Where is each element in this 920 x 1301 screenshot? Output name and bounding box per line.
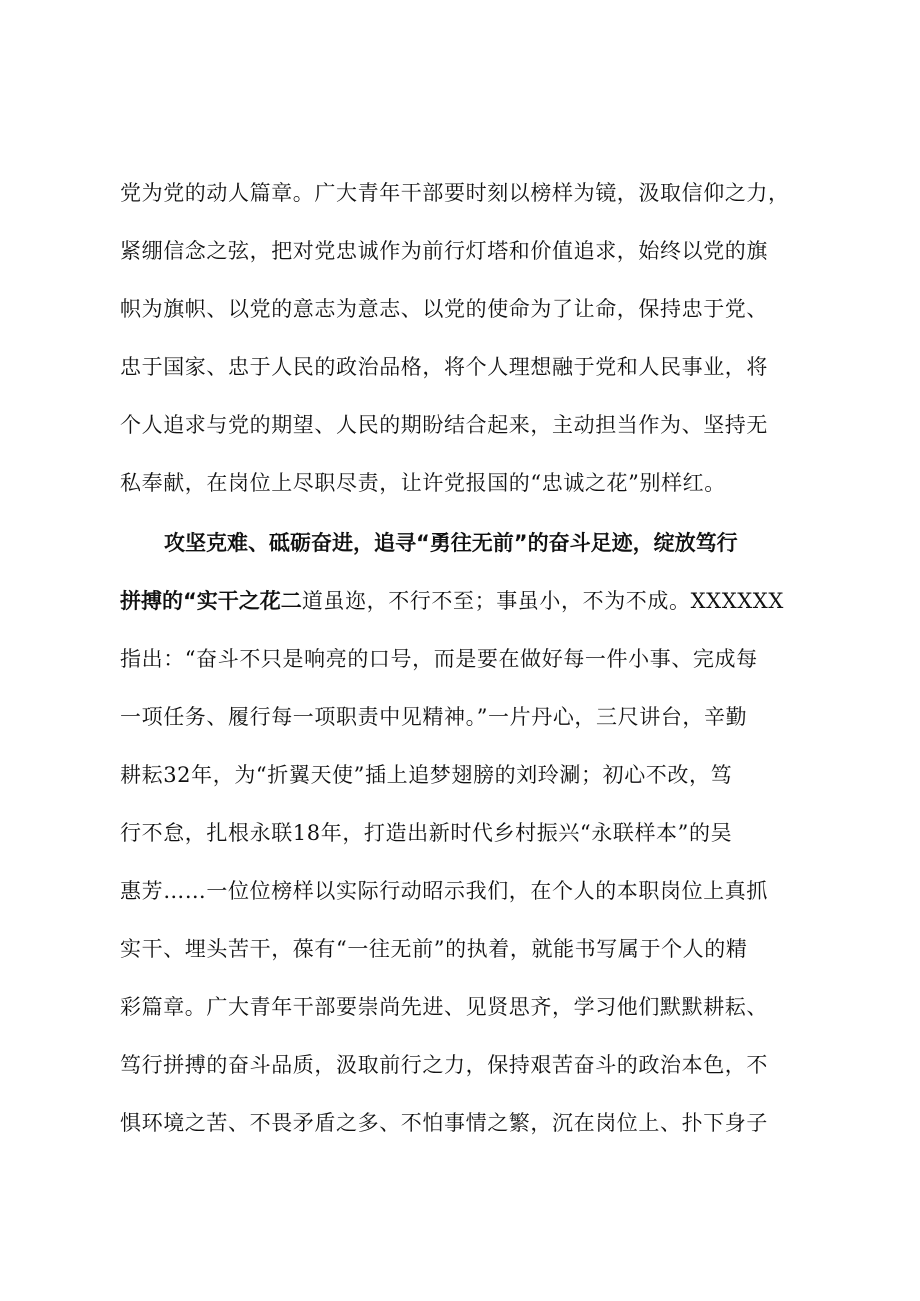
text-line: 帜为旗帜、以党的意志为意志、以党的使命为了让命，保持忠于党、 xyxy=(120,297,768,321)
text-line: 实干、埋头苦干，葆有“一往无前”的执着，就能书写属于个人的精 xyxy=(120,937,748,961)
text-line xyxy=(120,572,820,630)
text-line: 一项任务、履行每一项职责中见精神。”一片丹心，三尺讲台，辛勤 xyxy=(120,705,748,729)
text-line: 彩篇章。广大青年干部要崇尚先进、见贤思齐，学习他们默默耕耘、 xyxy=(120,995,768,1019)
text-line: 个人追求与党的期望、人民的期盼结合起来，主动担当作为、坚持无 xyxy=(120,413,768,437)
section-heading-end: 拼搏的“实干之花二 xyxy=(120,589,302,613)
section-heading-line xyxy=(120,514,820,572)
paragraph-struggle xyxy=(120,514,820,1152)
text-line: 指出：“奋斗不只是响亮的口号，而是要在做好每一件小事、完成每 xyxy=(120,647,758,671)
text-run: 道虽迩，不行不至；事虽小，不为不成。XXXXXX xyxy=(301,589,784,613)
text-line: 耕耘32年，为“折翼天使”插上追梦翅膀的刘玲涮；初心不改，笃 xyxy=(120,763,733,787)
text-line: 惠芳……一位位榜样以实际行动昭示我们，在个人的本职岗位上真抓 xyxy=(120,879,768,903)
text-line: 忠于国家、忠于人民的政治品格，将个人理想融于党和人民事业，将 xyxy=(120,355,768,379)
section-heading: 攻坚克难、砥砺奋进，追寻“勇往无前”的奋斗足迹，绽放笃行 xyxy=(164,531,738,555)
text-line: 笃行拼搏的奋斗品质，汲取前行之力，保持艰苦奋斗的政治本色，不 xyxy=(120,1053,768,1077)
text-line: 党为党的动人篇章。广大青年干部要时刻以榜样为镜，汲取信仰之力， xyxy=(120,181,790,205)
paragraph-loyalty xyxy=(120,164,820,512)
text-line: 私奉献，在岗位上尽职尽责，让许党报国的“忠诚之花”别样红。 xyxy=(120,471,726,495)
text-line: 惧环境之苦、不畏矛盾之多、不怕事情之繁，沉在岗位上、扑下身子 xyxy=(120,1111,768,1135)
text-line: 行不怠，扎根永联18年，打造出新时代乡村振兴“永联样本”的吴 xyxy=(120,821,733,845)
text-line: 紧绷信念之弦，把对党忠诚作为前行灯塔和价值追求，始终以党的旗 xyxy=(120,239,768,263)
